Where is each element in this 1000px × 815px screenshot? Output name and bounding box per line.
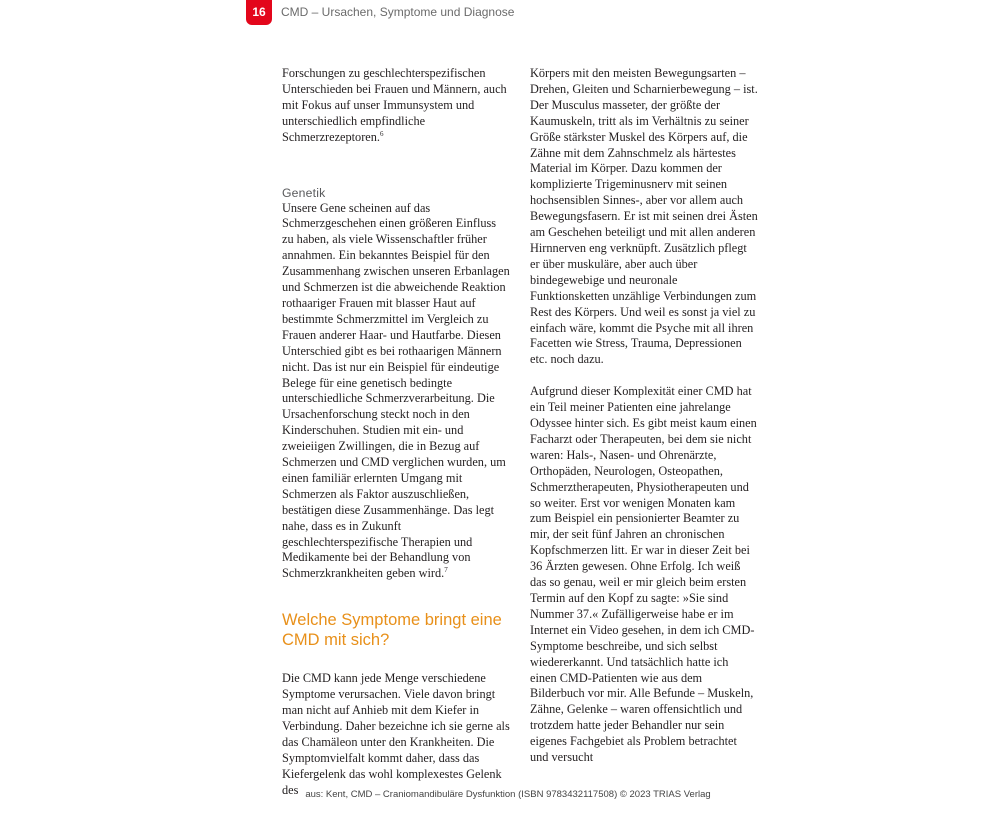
footnote-ref: 6 (379, 129, 384, 138)
section-heading: Welche Symptome bringt eine CMD mit sich? (282, 611, 502, 650)
paragraph (282, 201, 510, 583)
source-footer: aus: Kent, CMD – Craniomandibuläre Dysfunktion (ISBN 9783432117508) © 2023 TRIAS Verlag (305, 789, 711, 800)
page-number: 16 (246, 0, 272, 25)
paragraph: Aufgrund dieser Komplexität einer CMD hat ein Teil meiner Patienten eine jahrelange Odyssee hinter sich. Es gibt meist kaum einen Facharzt oder Therapeuten, bei dem sie nicht waren: Hals-, Nasen- und Ohrenärzte, Orthopäden, Neurologen, Osteopathen, Schmerztherapeuten, Physiotherapeuten und so weiter. Erst vor wenigen Monaten kam zum Beispiel ein pensionierter Beamter zu mir, der seit fünf Jahren an chronischen Kopfschmerzen litt. Er war in dieser Zeit bei 36 Ärzten gewesen. Ohne Erfolg. Ich weiß das so genau, weil er mir gleich beim ersten Termin auf den Kopf zu sagte: »Sie sind Nummer 37.« Zufälligerweise habe er im Internet ein Video gesehen, in dem ich CMD-Symptome beschreibe, und sich selbst wiedererkannt. Und tatsächlich hatte ich einen CMD-Patienten wie aus dem Bilderbuch vor mir. Alle Befunde – Muskeln, Zähne, Gelenke – waren offensichtlich und trotzdem hatte jeder Behandler nur sein eigenes Fachgebiet als Problem betrachtet und versucht (530, 384, 757, 765)
paragraph-text: Unsere Gene scheinen auf das Schmerzgeschehen einen größeren Einfluss zu haben, als viele Wissenschaftler früher annahmen. Ein bekanntes Beispiel für den Zusammenhang zwischen unseren Erbanlagen und Schmerzen ist die abweichende Reaktion rothaariger Frauen mit blasser Haut auf bestimmte Schmerzmittel im Vergleich zu Frauen anderer Haar- und Hautfarbe. Diesen Unterschied gibt es bei rothaarigen Männern nicht. Das ist nur ein Beispiel für eindeutige Belege für eine genetisch bedingte unterschiedliche Schmerzverarbeitung. Die Ursachenforschung steckt noch in den Kinderschuhen. Studien mit ein- und zweieiigen Zwillingen, die in Bezug auf Schmerzen und CMD verglichen wurden, um einen familiär erlernten Umgang mit Schmerzen als Faktor auszuschließen, bestätigen diese Zusammenhänge. Das legt nahe, dass es in Zukunft geschlechterspezifische Therapien und Medikamente bei der Behandlung von Schmerzkrankheiten geben wird. (282, 200, 510, 581)
paragraph: Körpers mit den meisten Bewegungsarten – Drehen, Gleiten und Scharnierbewegung – ist. Der Musculus masseter, der größte der Kaumuskeln, tritt als im Verhältnis zu seiner Größe stärkster Muskel des Körpers auf, die Zähne mit dem Zahnschmelz als härtestes Material im Körper. Dazu kommen der komplizierte Trigeminusnerv mit seinen hochsensiblen Sinnes-, aber vor allem auch Bewegungsfasern. Er ist mit seinen drei Ästen am Geschehen beteiligt und mit allen anderen Hirnnerven eng verknüpft. Zusätzlich pflegt er über muskuläre, aber auch über bindegewebige und neuronale Funktionsketten unzählige Verbindungen zum Rest des Körpers. Und weil es sonst ja viel zu einfach wäre, kommt die Psyche mit all ihren Facetten wie Stress, Trauma, Depressionen etc. noch dazu. (530, 66, 758, 367)
running-title: CMD – Ursachen, Symptome und Diagnose (281, 5, 515, 19)
paragraph-text: Forschungen zu geschlechterspezifischen Unterschieden bei Frauen und Männern, auch mit Fokus auf unser Immunsystem und unterschiedlich empfindliche Schmerzrezeptoren. (282, 66, 507, 144)
right-column (530, 66, 758, 782)
paragraph: Die CMD kann jede Menge verschiedene Symptome verursachen. Viele davon bringt man nicht auf Anhieb mit dem Kiefer in Verbindung. Daher bezeichne ich sie gerne als das Chamäleon unter den Krankheiten. Die Symptomvielfalt kommt daher, dass das Kiefergelenk das wohl komplexestes Gelenk des (282, 671, 510, 797)
paragraph (282, 66, 510, 146)
subheading-genetik: Genetik (282, 185, 326, 200)
footnote-ref: 7 (444, 566, 448, 575)
left-column (282, 66, 510, 815)
